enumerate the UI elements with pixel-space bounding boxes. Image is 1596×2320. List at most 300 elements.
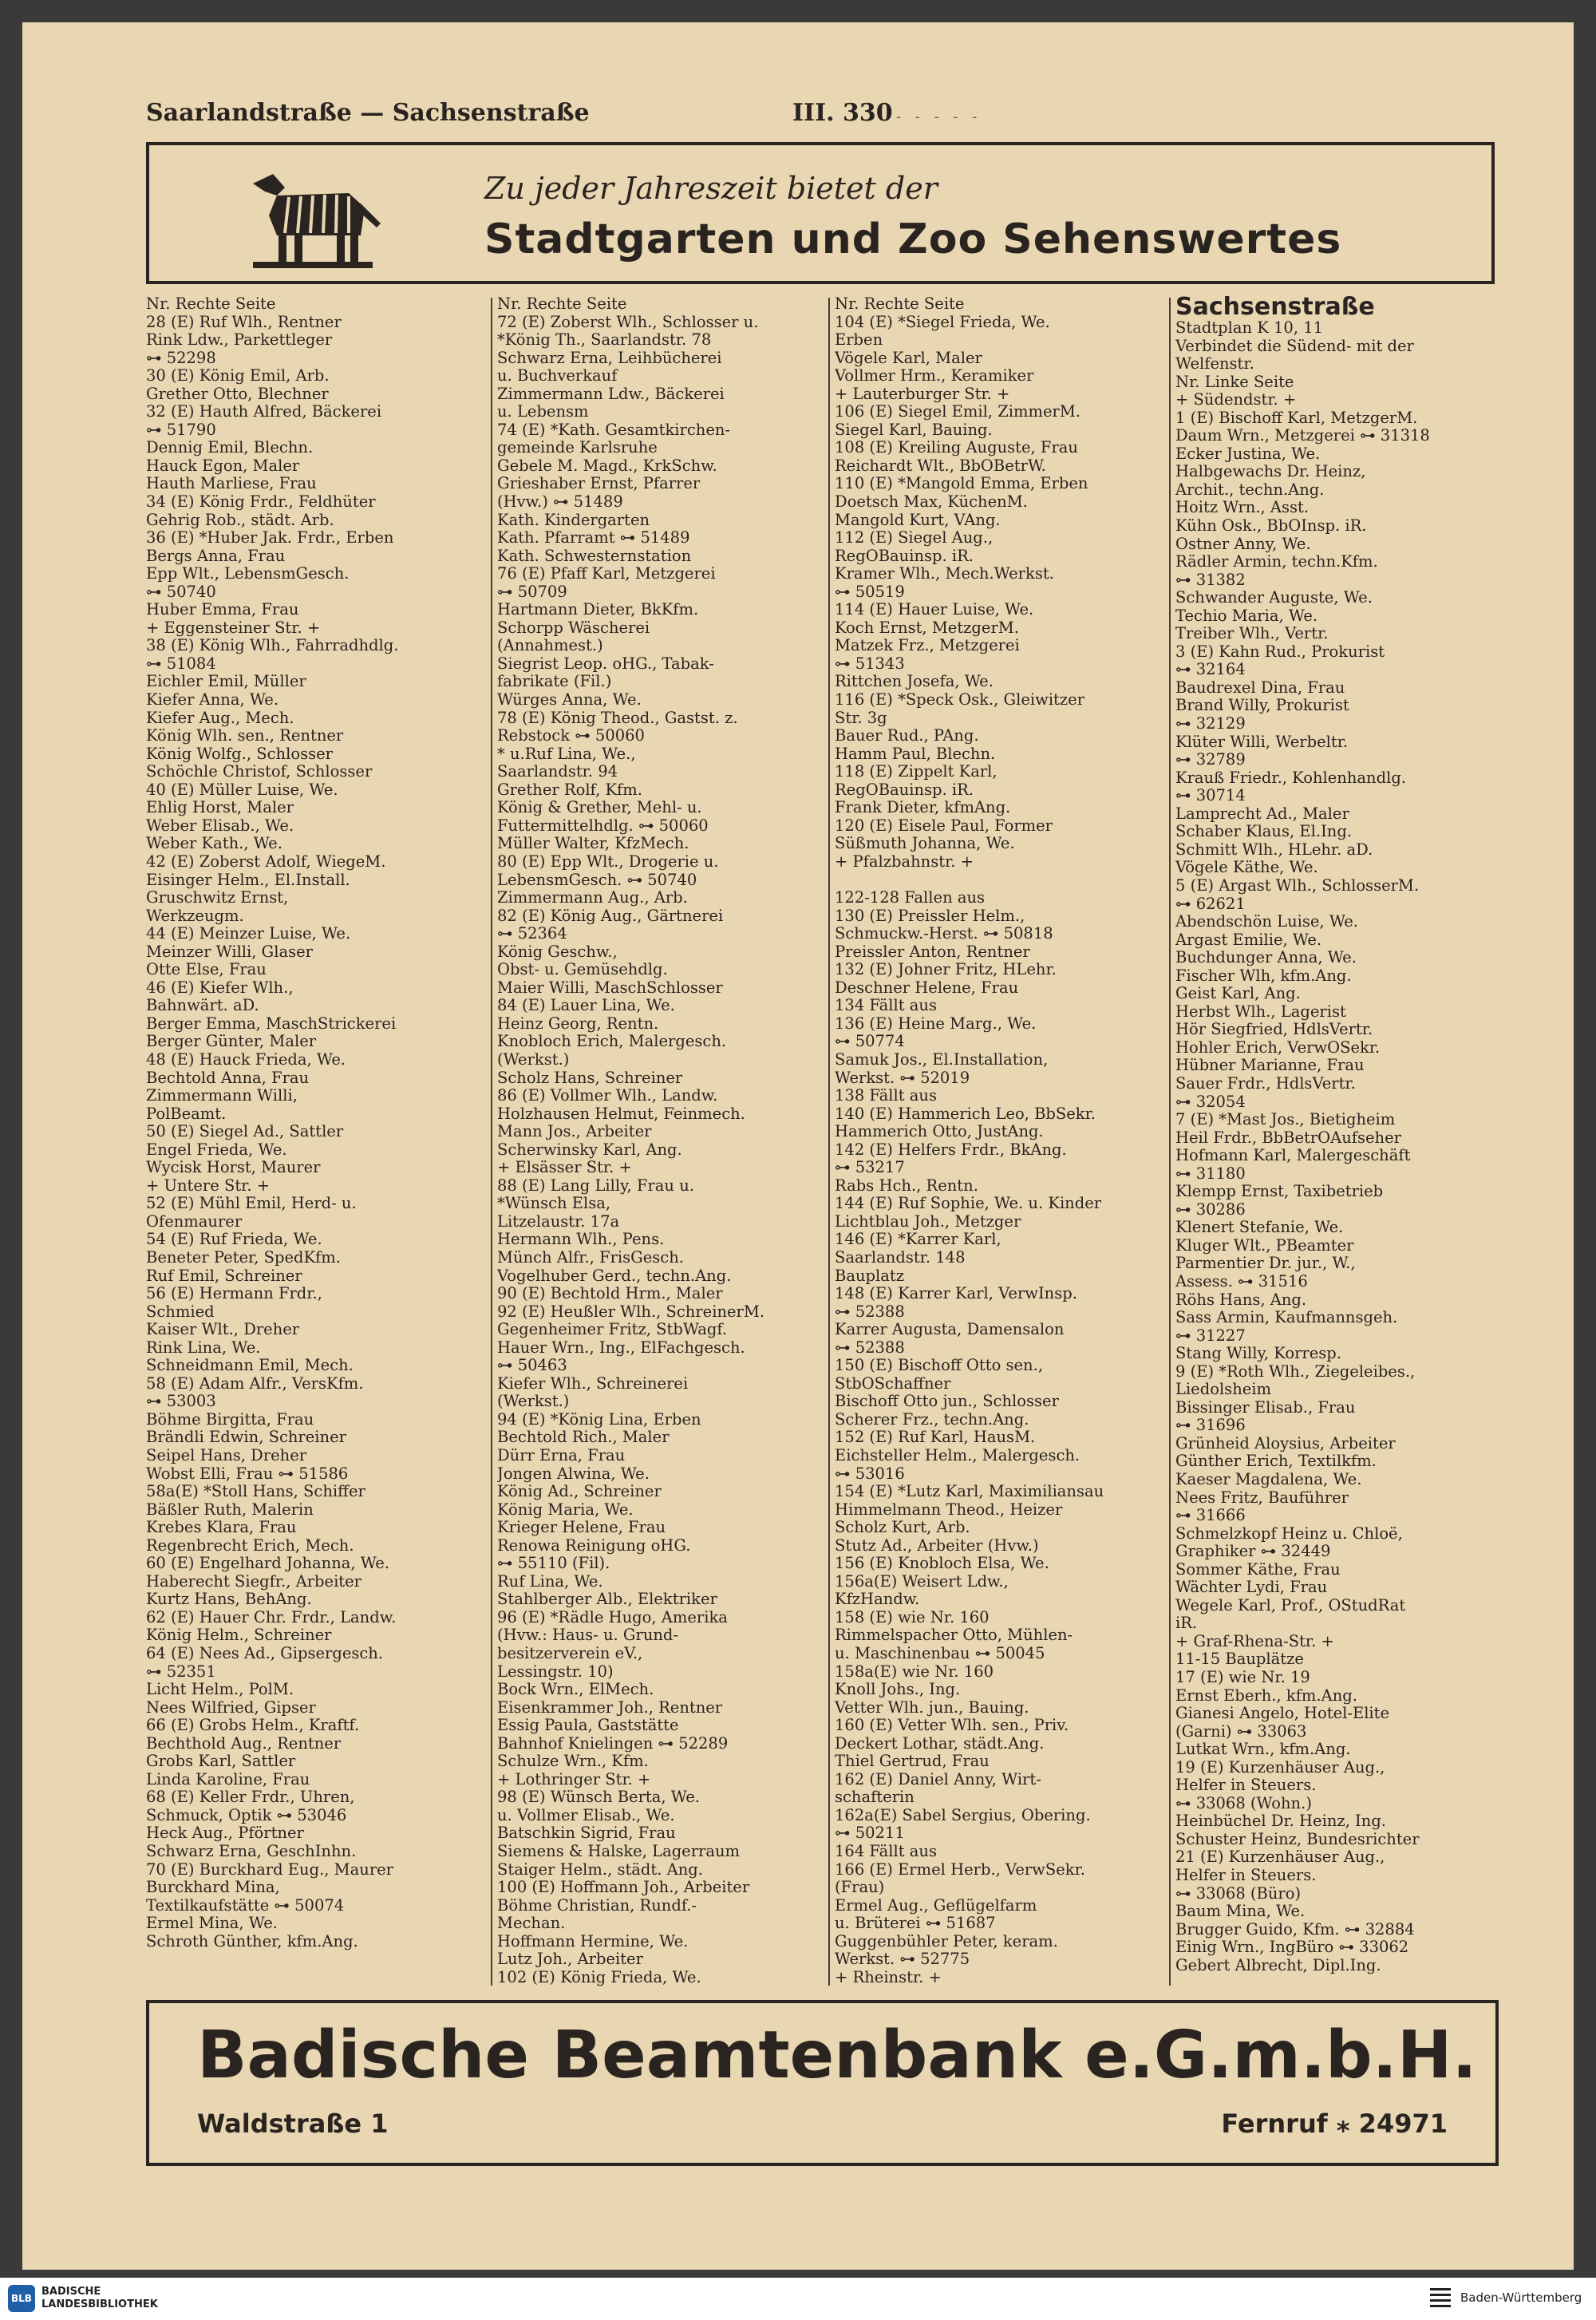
directory-line: ⊶ 51343	[835, 654, 905, 673]
directory-line: 46 (E) Kiefer Wlh.,	[146, 978, 294, 997]
directory-line: Bissinger Elisab., Frau	[1175, 1398, 1356, 1417]
directory-line: Weber Kath., We.	[146, 835, 282, 853]
directory-line: schafterin	[835, 1788, 915, 1807]
directory-line: RegOBauinsp. iR.	[835, 781, 974, 799]
directory-line: 116 (E) *Speck Osk., Gleiwitzer	[835, 691, 1085, 709]
directory-line: König Ad., Schreiner	[497, 1483, 662, 1501]
directory-line: Ruf Emil, Schreiner	[146, 1267, 302, 1285]
directory-line: ⊶ 30286	[1175, 1200, 1246, 1219]
directory-line: Schmied	[146, 1302, 215, 1321]
directory-line: Dennig Emil, Blechn.	[146, 439, 314, 457]
directory-line: Wobst Elli, Frau ⊶ 51586	[146, 1464, 349, 1483]
directory-line: Dürr Erna, Frau	[497, 1447, 626, 1464]
directory-line: Lamprecht Ad., Maler	[1175, 804, 1349, 823]
directory-line: ⊶ 50709	[497, 583, 567, 601]
directory-line: Brändli Edwin, Schreiner	[146, 1429, 346, 1447]
directory-line: Kiefer Wlh., Schreinerei	[497, 1374, 689, 1393]
directory-line: 58a(E) *Stoll Hans, Schiffer	[146, 1483, 365, 1501]
directory-line: Nees Wilfried, Gipser	[146, 1698, 316, 1717]
zoo-advertisement	[146, 142, 1495, 284]
directory-line: 88 (E) Lang Lilly, Frau u.	[497, 1176, 694, 1195]
directory-line: Klempp Ernst, Taxibetrieb	[1175, 1183, 1384, 1201]
directory-line: Lutkat Wrn., kfm.Ang.	[1175, 1741, 1351, 1759]
directory-line: Mechan.	[497, 1915, 566, 1933]
directory-line: 72 (E) Zoberst Wlh., Schlosser u.	[497, 313, 759, 331]
directory-line: 158 (E) wie Nr. 160	[835, 1608, 990, 1626]
directory-line: Kaeser Magdalena, We.	[1175, 1471, 1362, 1488]
directory-line: Matzek Frz., Metzgerei	[835, 637, 1020, 655]
directory-line: Berger Günter, Maler	[146, 1033, 317, 1051]
directory-line: 68 (E) Keller Frdr., Uhren,	[146, 1788, 355, 1807]
directory-line: + Pfalzbahnstr. +	[835, 852, 974, 871]
directory-line: ⊶ 32129	[1175, 715, 1246, 733]
directory-line: König Wolfg., Schlosser	[146, 745, 333, 763]
library-name-line2: LANDESBIBLIOTHEK	[41, 2298, 158, 2310]
directory-line: Mann Jos., Arbeiter	[497, 1123, 652, 1141]
directory-line: 120 (E) Eisele Paul, Former	[835, 816, 1053, 835]
directory-line: Rebstock ⊶ 50060	[497, 727, 645, 745]
directory-line: Schöchle Christof, Schlosser	[146, 763, 373, 781]
directory-line: 94 (E) *König Lina, Erben	[497, 1410, 701, 1429]
directory-line: Fischer Wlh, kfm.Ang.	[1175, 966, 1352, 985]
directory-line: Hauck Egon, Maler	[146, 456, 300, 475]
column-divider	[491, 298, 492, 1986]
directory-line: Berger Emma, MaschStrickerei	[146, 1014, 397, 1033]
directory-line: ⊶ 52364	[497, 925, 567, 943]
directory-line: Mangold Kurt, VAng.	[835, 511, 1001, 529]
directory-line: 138 Fällt aus	[835, 1087, 937, 1105]
directory-line: Bechtold Rich., Maler	[497, 1429, 670, 1447]
directory-line: + Rheinstr. +	[835, 1968, 942, 1986]
directory-line: ⊶ 32164	[1175, 661, 1246, 679]
directory-line: u. Vollmer Elisab., We.	[497, 1806, 675, 1824]
directory-line: Schaber Klaus, El.Ing.	[1175, 823, 1353, 841]
directory-line: ⊶ 52388	[835, 1302, 905, 1321]
directory-line: Haberecht Siegfr., Arbeiter	[146, 1572, 362, 1591]
directory-line: ⊶ 52298	[146, 349, 216, 367]
directory-line: 56 (E) Hermann Frdr.,	[146, 1285, 322, 1303]
directory-line: u. Lebensm	[497, 403, 589, 421]
directory-line: Wegele Karl, Prof., OStudRat	[1175, 1596, 1406, 1615]
directory-line: Ehlig Horst, Maler	[146, 799, 294, 817]
directory-line: Nees Fritz, Bauführer	[1175, 1488, 1349, 1507]
directory-line: Jongen Alwina, We.	[497, 1464, 650, 1483]
directory-line: Stutz Ad., Arbeiter (Hvw.)	[835, 1536, 1039, 1555]
directory-line: ⊶ 53217	[835, 1159, 905, 1177]
directory-line: Saarlandstr. 148	[835, 1248, 966, 1267]
directory-line: Bechthold Aug., Rentner	[146, 1734, 342, 1753]
directory-line: Nr. Linke Seite	[1175, 373, 1294, 391]
directory-line: Ruf Lina, We.	[497, 1572, 603, 1591]
blb-logo-icon[interactable]: BLB	[8, 2285, 35, 2312]
directory-line: *König Th., Saarlandstr. 78	[497, 331, 712, 350]
directory-line: Archit., techn.Ang.	[1175, 480, 1325, 499]
directory-line: RegOBauinsp. iR.	[835, 547, 974, 565]
directory-line: Hör Siegfried, HdlsVertr.	[1175, 1021, 1373, 1039]
directory-line: 160 (E) Vetter Wlh. sen., Priv.	[835, 1717, 1069, 1735]
directory-line: 7 (E) *Mast Jos., Bietigheim	[1175, 1111, 1396, 1129]
directory-line: Maier Willi, MaschSchlosser	[497, 978, 723, 997]
directory-line: 62 (E) Hauer Chr. Frdr., Landw.	[146, 1608, 397, 1626]
directory-line: Günther Erich, Textilkfm.	[1175, 1452, 1377, 1471]
directory-line: 70 (E) Burckhard Eug., Maurer	[146, 1860, 394, 1879]
directory-line: Techio Maria, We.	[1175, 607, 1318, 625]
directory-line: Samuk Jos., El.Installation,	[835, 1050, 1049, 1069]
directory-line: Gebert Albrecht, Dipl.Ing.	[1175, 1956, 1381, 1974]
directory-line: 19 (E) Kurzenhäuser Aug.,	[1175, 1758, 1385, 1777]
directory-line: Koch Ernst, MetzgerM.	[835, 619, 1019, 637]
directory-line: 134 Fällt aus	[835, 997, 937, 1015]
directory-line: Regenbrecht Erich, Mech.	[146, 1536, 354, 1555]
directory-line: ⊶ 50519	[835, 583, 905, 601]
directory-line: Lutz Joh., Arbeiter	[497, 1950, 643, 1969]
directory-line: Siemens & Halske, Lagerraum	[497, 1843, 741, 1861]
directory-line: Hermann Wlh., Pens.	[497, 1231, 665, 1249]
directory-line: Epp Wlt., LebensmGesch.	[146, 565, 350, 583]
directory-line: Renowa Reinigung oHG.	[497, 1536, 691, 1555]
directory-line: 21 (E) Kurzenhäuser Aug.,	[1175, 1848, 1385, 1867]
directory-line: Argast Emilie, We.	[1175, 931, 1322, 949]
directory-line: Heck Aug., Pförtner	[146, 1824, 304, 1843]
directory-line: Kaiser Wlt., Dreher	[146, 1321, 300, 1339]
directory-line: ⊶ 31666	[1175, 1507, 1246, 1525]
directory-line: 3 (E) Kahn Rud., Prokurist	[1175, 642, 1385, 661]
directory-line: 132 (E) Johner Fritz, HLehr.	[835, 961, 1057, 979]
directory-line: Heinbüchel Dr. Heinz, Ing.	[1175, 1812, 1387, 1831]
directory-line: Guggenbühler Peter, keram.	[835, 1932, 1058, 1950]
directory-line: (Garni) ⊶ 33063	[1175, 1722, 1307, 1741]
library-name-line1: BADISCHE	[41, 2286, 101, 2298]
directory-line: Baudrexel Dina, Frau	[1175, 678, 1345, 697]
directory-line: Schmelzkopf Heinz u. Chloë,	[1175, 1524, 1403, 1543]
directory-line: Graphiker ⊶ 32449	[1175, 1543, 1331, 1561]
directory-line: Buchdunger Anna, We.	[1175, 949, 1357, 967]
baden-wuerttemberg-lions-icon[interactable]	[1428, 2286, 1452, 2311]
directory-line: Stahlberger Alb., Elektriker	[497, 1591, 717, 1609]
directory-line: Meinzer Willi, Glaser	[146, 943, 313, 961]
directory-line: Kühn Osk., BbOInsp. iR.	[1175, 517, 1367, 536]
directory-line: Schuster Heinz, Bundesrichter	[1175, 1830, 1420, 1848]
directory-line: Wächter Lydi, Frau	[1175, 1579, 1328, 1597]
directory-line: (Werkst.)	[497, 1050, 570, 1069]
bank-address: Waldstraße 1	[197, 2109, 389, 2139]
directory-line: ⊶ 30714	[1175, 787, 1246, 805]
directory-line: ⊶ 33068 (Büro)	[1175, 1884, 1302, 1903]
directory-line: Heil Frdr., BbBetrOAufseher	[1175, 1128, 1401, 1147]
directory-line: Hofmann Karl, Malergeschäft	[1175, 1147, 1411, 1165]
directory-line: Obst- u. Gemüsehdlg.	[497, 961, 668, 979]
directory-line: Klenert Stefanie, We.	[1175, 1219, 1344, 1237]
directory-line: Siegrist Leop. oHG., Tabak-	[497, 654, 714, 673]
directory-line: 38 (E) König Wlh., Fahrradhdlg.	[146, 637, 399, 655]
directory-line: Klüter Willi, Werbeltr.	[1175, 733, 1349, 751]
directory-line: 28 (E) Ruf Wlh., Rentner	[146, 313, 342, 331]
directory-line: Batschkin Sigrid, Frau	[497, 1824, 676, 1843]
directory-line: Scherer Frz., techn.Ang.	[835, 1410, 1029, 1429]
directory-line: Scholz Hans, Schreiner	[497, 1069, 683, 1087]
directory-line: ⊶ 32789	[1175, 751, 1246, 769]
directory-line: Zimmermann Ldw., Bäckerei	[497, 385, 725, 403]
directory-line: 58 (E) Adam Alfr., VersKfm.	[146, 1374, 364, 1393]
directory-line: Schwarz Erna, GeschInhn.	[146, 1843, 357, 1861]
directory-line: 74 (E) *Kath. Gesamtkirchen-	[497, 421, 731, 439]
directory-line: Röhs Hans, Ang.	[1175, 1290, 1307, 1309]
directory-line: 106 (E) Siegel Emil, ZimmerM.	[835, 403, 1081, 421]
directory-line: 118 (E) Zippelt Karl,	[835, 763, 998, 781]
directory-line: Helfer in Steuers.	[1175, 1867, 1317, 1885]
directory-line: ⊶ 50211	[835, 1824, 905, 1843]
directory-line: Hamm Paul, Blechn.	[835, 745, 996, 763]
directory-line: 52 (E) Mühl Emil, Herd- u.	[146, 1195, 357, 1213]
zoo-ad-headline: Stadtgarten und Zoo Sehenswertes	[484, 215, 1342, 263]
directory-line: Kramer Wlh., Mech.Werkst.	[835, 565, 1054, 583]
directory-line: Rink Lina, We.	[146, 1338, 261, 1357]
library-name[interactable]	[41, 2286, 158, 2311]
directory-line: Seipel Hans, Dreher	[146, 1447, 307, 1464]
directory-line: Doetsch Max, KüchenM.	[835, 493, 1028, 512]
directory-line: Bahnwärt. aD.	[146, 997, 259, 1015]
directory-line: ⊶ 31227	[1175, 1326, 1246, 1345]
directory-line: Einig Wrn., IngBüro ⊶ 33062	[1175, 1939, 1409, 1957]
directory-line: Rädler Armin, techn.Kfm.	[1175, 553, 1378, 571]
directory-line: Hammerich Otto, JustAng.	[835, 1123, 1044, 1141]
directory-line: Grobs Karl, Sattler	[146, 1753, 296, 1771]
directory-line: Halbgewachs Dr. Heinz,	[1175, 463, 1366, 481]
directory-line: König Maria, We.	[497, 1500, 634, 1519]
directory-line: König Wlh. sen., Rentner	[146, 727, 344, 745]
directory-line: ⊶ 31696	[1175, 1417, 1246, 1435]
directory-line: 34 (E) König Frdr., Feldhüter	[146, 493, 376, 512]
directory-line: Hoffmann Hermine, We.	[497, 1932, 689, 1950]
directory-line: ⊶ 50740	[146, 583, 216, 601]
directory-line: Münch Alfr., FrisGesch.	[497, 1248, 684, 1267]
directory-line: u. Maschinenbau ⊶ 50045	[835, 1645, 1045, 1663]
directory-line: u. Buchverkauf	[497, 367, 618, 385]
directory-line: 44 (E) Meinzer Luise, We.	[146, 925, 351, 943]
directory-line: Vogelhuber Gerd., techn.Ang.	[497, 1267, 732, 1285]
header-page-number: III. 330	[792, 99, 893, 127]
directory-line: Linda Karoline, Frau	[146, 1770, 310, 1788]
bank-phone: Fernruf ⁎ 24971	[1221, 2109, 1448, 2139]
directory-line: ⊶ 55110 (Fil).	[497, 1555, 610, 1573]
directory-line: ⊶ 31382	[1175, 571, 1246, 589]
directory-line: Werkst. ⊶ 52019	[835, 1069, 970, 1087]
directory-line: Böhme Birgitta, Frau	[146, 1410, 314, 1429]
bank-advertisement	[146, 2000, 1499, 2166]
directory-line: König Helm., Schreiner	[146, 1626, 332, 1645]
directory-line: 80 (E) Epp Wlt., Drogerie u.	[497, 852, 719, 871]
directory-line: 60 (E) Engelhard Johanna, We.	[146, 1555, 389, 1573]
directory-line: Kath. Pfarramt ⊶ 51489	[497, 529, 690, 547]
directory-line: Kiefer Aug., Mech.	[146, 709, 294, 727]
directory-line: Abendschön Luise, We.	[1175, 913, 1359, 931]
directory-line	[835, 871, 1170, 890]
directory-line: Verbindet die Südend- mit der	[1175, 337, 1414, 355]
directory-line: 142 (E) Helfers Frdr., BkAng.	[835, 1140, 1067, 1159]
directory-line: Bischoff Otto jun., Schlosser	[835, 1393, 1059, 1411]
directory-line: 17 (E) wie Nr. 19	[1175, 1669, 1310, 1687]
directory-line: Eisenkrammer Joh., Rentner	[497, 1698, 723, 1717]
directory-line: Heinz Georg, Rentn.	[497, 1014, 659, 1033]
directory-line: Bauplatz	[835, 1267, 904, 1285]
directory-line: Burckhard Mina,	[146, 1879, 280, 1897]
directory-line: Huber Emma, Frau	[146, 601, 299, 619]
directory-line: Thiel Gertrud, Frau	[835, 1753, 990, 1771]
directory-line: KfzHandw.	[835, 1591, 920, 1609]
directory-line: Treiber Wlh., Vertr.	[1175, 625, 1329, 643]
directory-line: Krieger Helene, Frau	[497, 1519, 666, 1537]
directory-line: Staiger Helm., städt. Ang.	[497, 1860, 703, 1879]
directory-column-2	[497, 295, 832, 1995]
directory-line: 104 (E) *Siegel Frieda, We.	[835, 313, 1050, 331]
directory-line: Deschner Helene, Frau	[835, 978, 1019, 997]
directory-line: Ostner Anny, We.	[1175, 535, 1311, 553]
directory-line: 110 (E) *Mangold Emma, Erben	[835, 475, 1088, 493]
directory-line: Schmuck, Optik ⊶ 53046	[146, 1806, 347, 1824]
directory-line: Vögele Karl, Maler	[835, 349, 982, 367]
directory-line: Schroth Günther, kfm.Ang.	[146, 1932, 358, 1950]
directory-line: gemeinde Karlsruhe	[497, 439, 658, 457]
directory-line: 50 (E) Siegel Ad., Sattler	[146, 1123, 344, 1141]
directory-line: Weber Elisab., We.	[146, 816, 294, 835]
directory-line: ⊶ 50774	[835, 1033, 905, 1051]
directory-line: Vetter Wlh. jun., Bauing.	[835, 1698, 1029, 1717]
directory-line: (Werkst.)	[497, 1393, 570, 1411]
directory-line: Karrer Augusta, Damensalon	[835, 1321, 1065, 1339]
directory-line: Gianesi Angelo, Hotel-Elite	[1175, 1705, 1390, 1723]
directory-line: Schwander Auguste, We.	[1175, 589, 1373, 607]
directory-line: ⊶ 51790	[146, 421, 216, 439]
directory-line: 140 (E) Hammerich Leo, BbSekr.	[835, 1105, 1096, 1123]
directory-line: 162 (E) Daniel Anny, Wirt-	[835, 1770, 1041, 1788]
directory-line: Würges Anna, We.	[497, 691, 642, 709]
directory-line: PolBeamt.	[146, 1105, 227, 1123]
directory-line: 30 (E) König Emil, Arb.	[146, 367, 330, 385]
directory-line: 154 (E) *Lutz Karl, Maximiliansau	[835, 1483, 1104, 1501]
directory-line: Parmentier Dr. jur., W.,	[1175, 1255, 1356, 1273]
directory-line: 166 (E) Ermel Herb., VerwSekr.	[835, 1860, 1085, 1879]
directory-line: besitzerverein eV.,	[497, 1645, 643, 1663]
directory-line: Nr. Rechte Seite	[835, 295, 965, 313]
directory-line: 130 (E) Preissler Helm.,	[835, 907, 1025, 925]
directory-line: Bäßler Ruth, Malerin	[146, 1500, 314, 1519]
directory-line: Stang Willy, Korresp.	[1175, 1345, 1341, 1363]
directory-line: 82 (E) König Aug., Gärtnerei	[497, 907, 724, 925]
directory-line: Rimmelspacher Otto, Mühlen-	[835, 1626, 1073, 1645]
directory-line: ⊶ 31180	[1175, 1164, 1246, 1183]
directory-line: Sauer Frdr., HdlsVertr.	[1175, 1074, 1356, 1093]
directory-line: 152 (E) Ruf Karl, HausM.	[835, 1429, 1036, 1447]
directory-line: ⊶ 53016	[835, 1464, 905, 1483]
directory-line: Hartmann Dieter, BkKfm.	[497, 601, 699, 619]
directory-line: 108 (E) Kreiling Auguste, Frau	[835, 439, 1078, 457]
directory-line: 148 (E) Karrer Karl, VerwInsp.	[835, 1285, 1077, 1303]
directory-line: 112 (E) Siegel Aug.,	[835, 529, 994, 547]
directory-line: + Elsässer Str. +	[497, 1159, 632, 1177]
zebra-icon	[229, 160, 389, 271]
directory-line: Grünheid Aloysius, Arbeiter	[1175, 1434, 1396, 1452]
directory-line: 162a(E) Sabel Sergius, Obering.	[835, 1806, 1091, 1824]
directory-line: Nr. Rechte Seite	[497, 295, 627, 313]
directory-line: Bechtold Anna, Frau	[146, 1069, 310, 1087]
directory-line: Str. 3g	[835, 709, 887, 727]
directory-line: Litzelaustr. 17a	[497, 1212, 620, 1231]
directory-line: Daum Wrn., Metzgerei ⊶ 31318	[1175, 427, 1430, 445]
directory-line: 54 (E) Ruf Frieda, We.	[146, 1231, 322, 1249]
header-marks: - - - - -	[896, 109, 982, 125]
street-heading: Sachsenstraße	[1175, 295, 1375, 319]
directory-line: Gegenheimer Fritz, StbWagf.	[497, 1321, 728, 1339]
directory-line: Krebes Klara, Frau	[146, 1519, 297, 1537]
directory-line: Siegel Karl, Bauing.	[835, 421, 993, 439]
directory-line: Grether Rolf, Kfm.	[497, 781, 642, 799]
directory-line: ⊶ 53003	[146, 1393, 216, 1411]
directory-line: (Annahmest.)	[497, 637, 603, 655]
directory-line: iR.	[1175, 1615, 1198, 1633]
directory-line: 156a(E) Weisert Ldw.,	[835, 1572, 1009, 1591]
directory-line: Scholz Kurt, Arb.	[835, 1519, 970, 1537]
directory-line: Lessingstr. 10)	[497, 1662, 614, 1681]
directory-line: Reichardt Wlt., BbOBetrW.	[835, 456, 1046, 475]
directory-line: ⊶ 51084	[146, 654, 216, 673]
directory-line: Gehrig Rob., städt. Arb.	[146, 511, 334, 529]
directory-line: Nr. Rechte Seite	[146, 295, 276, 313]
directory-line: Müller Walter, KfzMech.	[497, 835, 689, 853]
directory-line: (Hvw.: Haus- u. Grund-	[497, 1626, 679, 1645]
directory-line: König Geschw.,	[497, 943, 618, 961]
directory-line: 98 (E) Wünsch Berta, We.	[497, 1788, 700, 1807]
directory-column-4	[1175, 295, 1515, 1995]
directory-line: ⊶ 52351	[146, 1662, 216, 1681]
directory-line: Textilkaufstätte ⊶ 50074	[146, 1896, 345, 1915]
directory-column-3	[835, 295, 1170, 1995]
directory-line: * u.Ruf Lina, We.,	[497, 745, 636, 763]
directory-line: 1 (E) Bischoff Karl, MetzgerM.	[1175, 409, 1418, 427]
directory-line: Bahnhof Knielingen ⊶ 52289	[497, 1734, 729, 1753]
directory-line: Vögele Käthe, We.	[1175, 859, 1318, 877]
directory-line: Hauer Wrn., Ing., ElFachgesch.	[497, 1338, 745, 1357]
bank-name: Badische Beamtenbank e.G.m.b.H.	[197, 2018, 1477, 2093]
directory-line: Bauer Rud., PAng.	[835, 727, 979, 745]
directory-line: Zimmermann Willi,	[146, 1087, 298, 1105]
directory-line: Eisinger Helm., El.Install.	[146, 871, 350, 889]
directory-line: 78 (E) König Theod., Gastst. z.	[497, 709, 738, 727]
viewer-footer	[0, 2278, 1596, 2320]
directory-line: 48 (E) Hauck Frieda, We.	[146, 1050, 346, 1069]
directory-line: 136 (E) Heine Marg., We.	[835, 1014, 1037, 1033]
directory-line: Deckert Lothar, städt.Ang.	[835, 1734, 1045, 1753]
directory-line: LebensmGesch. ⊶ 50740	[497, 871, 697, 889]
directory-line: Kluger Wlt., PBeamter	[1175, 1236, 1354, 1255]
directory-line: 32 (E) Hauth Alfred, Bäckerei	[146, 403, 382, 421]
directory-line: Bock Wrn., ElMech.	[497, 1681, 654, 1699]
directory-line: 144 (E) Ruf Sophie, We. u. Kinder	[835, 1195, 1102, 1213]
directory-line: Gruschwitz Ernst,	[146, 889, 289, 907]
directory-line: 66 (E) Grobs Helm., Kraftf.	[146, 1717, 360, 1735]
directory-line: u. Brüterei ⊶ 51687	[835, 1915, 996, 1933]
directory-line: ⊶ 62621	[1175, 895, 1246, 913]
directory-line: + Lothringer Str. +	[497, 1770, 651, 1788]
directory-line: Licht Helm., PolM.	[146, 1681, 294, 1699]
directory-line: ⊶ 32054	[1175, 1093, 1246, 1111]
directory-line: Ernst Eberh., kfm.Ang.	[1175, 1686, 1357, 1705]
directory-line: 122-128 Fallen aus	[835, 889, 986, 907]
directory-line: Erben	[835, 331, 883, 350]
directory-line: 96 (E) *Rädle Hugo, Amerika	[497, 1608, 728, 1626]
directory-line: Sass Armin, Kaufmannsgeh.	[1175, 1309, 1398, 1327]
directory-line: Beneter Peter, SpedKfm.	[146, 1248, 341, 1267]
directory-line: + Untere Str. +	[146, 1176, 271, 1195]
